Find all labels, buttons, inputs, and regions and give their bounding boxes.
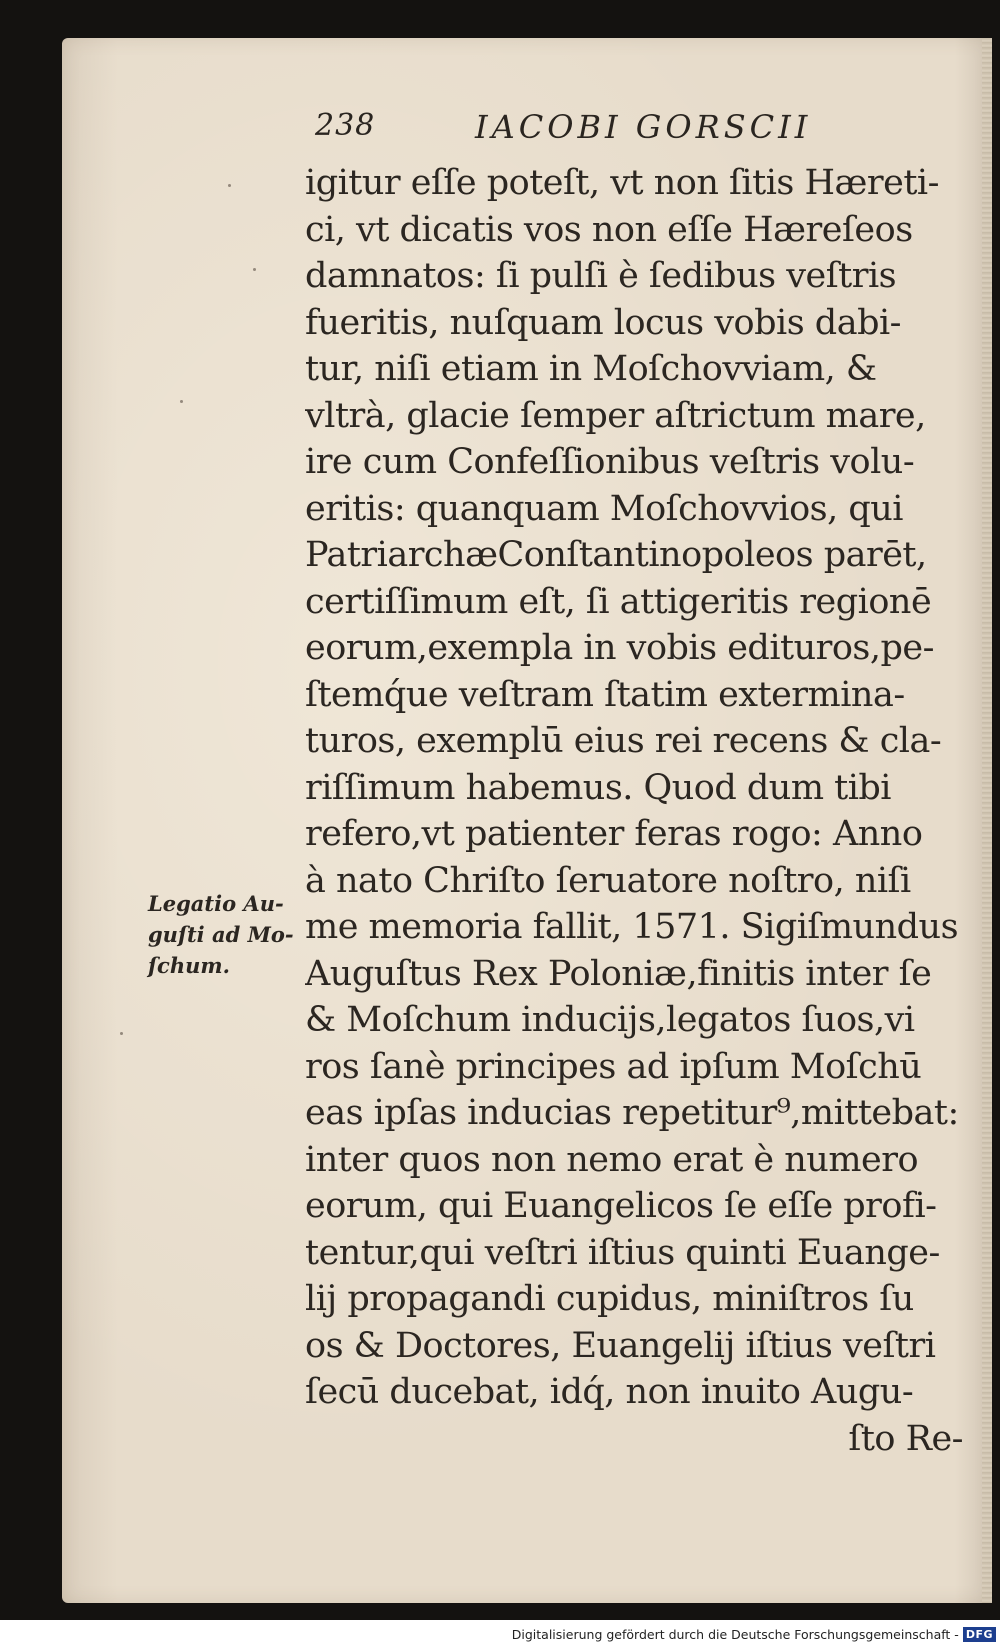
text-line: refero,vt patienter feras rogo: Anno xyxy=(305,814,923,854)
page-header xyxy=(315,108,885,158)
dfg-logo: DFG xyxy=(963,1627,996,1642)
ink-speck xyxy=(180,400,183,403)
text-line: eorum,exempla in vobis edituros,pe- xyxy=(305,628,934,668)
text-line: fueritis, nuſquam locus vobis dabi- xyxy=(305,302,901,343)
text-line: PatriarchæConſtantinopoleos parēt, xyxy=(305,535,927,575)
text-line: riſſimum habemus. Quod dum tibi xyxy=(305,767,891,808)
margin-note xyxy=(148,888,298,981)
ink-speck xyxy=(228,184,231,187)
text-line: tentur,qui veſtri iſtius quinti Euange- xyxy=(305,1232,940,1273)
text-line: turos, exemplū eius rei recens & cla- xyxy=(305,721,942,761)
running-head: IACOBI GORSCII xyxy=(475,108,812,146)
text-line: Auguſtus Rex Poloniæ,finitis inter ſe xyxy=(305,953,932,994)
text-line: eorum, qui Euangelicos ſe eſſe profi- xyxy=(305,1186,937,1226)
ink-speck xyxy=(120,1032,123,1035)
digitization-credit xyxy=(0,1626,1000,1652)
text-line: me memoria fallit, 1571. Sigiſmundus xyxy=(305,907,959,947)
text-line: damnatos: ſi pulſi è ſedibus veſtris xyxy=(305,256,897,296)
text-line: à nato Chriſto ſeruatore noſtro, niſi xyxy=(305,860,911,901)
text-line: tur, niſi etiam in Moſchovviam, & xyxy=(305,349,877,389)
text-line: inter quos non nemo erat è numero xyxy=(305,1139,919,1180)
ink-speck xyxy=(253,268,256,271)
text-line: vltrà, glacie ſemper aſtrictum mare, xyxy=(305,395,926,436)
text-line: & Moſchum inducijs,legatos ſuos,vi xyxy=(305,1000,915,1040)
margin-note-line: Legatio Au- xyxy=(148,891,284,916)
credit-text: Digitalisierung gefördert durch die Deutsche Forschungsgemeinschaft - xyxy=(511,1627,959,1642)
text-line: eritis: quanquam Moſchovvios, qui xyxy=(305,488,903,529)
text-line: ſtemq́ue veſtram ſtatim extermina- xyxy=(305,674,905,715)
body-text xyxy=(305,160,975,1462)
text-line: ire cum Confeſſionibus veſtris volu- xyxy=(305,442,915,482)
text-line: certiſſimum eſt, ſi attigeritis regionē xyxy=(305,581,932,622)
margin-note-line: guſti ad Mo- xyxy=(148,922,294,947)
margin-note-line: ſchum. xyxy=(148,953,230,978)
text-line: os & Doctores, Euangelij iſtius veſtri xyxy=(305,1325,936,1366)
catchword: ſto Re- xyxy=(848,1418,963,1459)
text-line: lij propagandi cupidus, miniſtros ſu xyxy=(305,1279,914,1319)
text-line: ci, vt dicatis vos non eſſe Hæreſeos xyxy=(305,209,913,250)
page-number: 238 xyxy=(315,108,376,143)
text-line: ros ſanè principes ad ipſum Moſchū xyxy=(305,1046,922,1087)
text-line: eas ipſas inducias repetitur⁹,mittebat: xyxy=(305,1093,959,1133)
text-line: ſecū ducebat, idq́, non inuito Augu- xyxy=(305,1372,914,1412)
page-edge xyxy=(982,38,992,1603)
text-line: igitur eſſe poteſt, vt non ſitis Hæreti- xyxy=(305,163,939,203)
